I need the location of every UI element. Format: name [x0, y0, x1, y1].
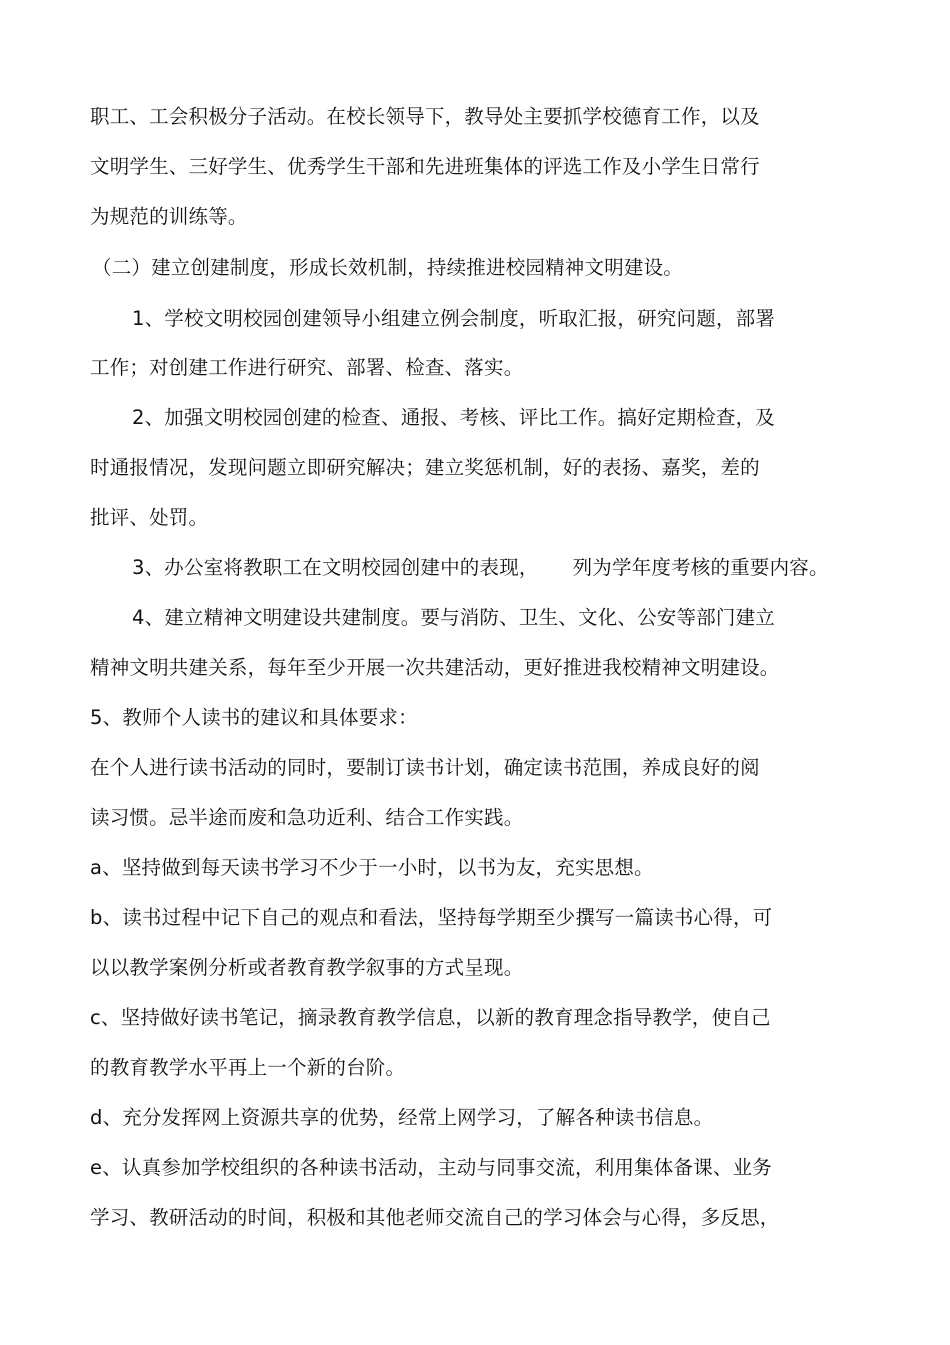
- list-item-1: 1、学校文明校园创建领导小组建立例会制度，听取汇报，研究问题，部署: [132, 307, 776, 330]
- list-item-a: a、坚持做到每天读书学习不少于一小时，以书为友，充实思想。: [90, 856, 654, 879]
- paragraph-line: 读习惯。忌半途而废和急功近利、结合工作实践。: [90, 806, 524, 829]
- paragraph-line: 时通报情况，发现问题立即研究解决；建立奖惩机制，好的表扬、嘉奖，差的: [90, 456, 760, 479]
- list-item-3: [132, 555, 829, 581]
- paragraph-line: 文明学生、三好学生、优秀学生干部和先进班集体的评选工作及小学生日常行: [90, 155, 760, 178]
- paragraph-line: 学习、教研活动的时间，积极和其他老师交流自己的学习体会与心得，多反思，: [90, 1206, 780, 1229]
- paragraph-line: 精神文明共建关系，每年至少开展一次共建活动，更好推进我校精神文明建设。: [90, 656, 780, 679]
- paragraph-line: 工作；对创建工作进行研究、部署、检查、落实。: [90, 356, 524, 379]
- paragraph-line: 职工、工会积极分子活动。在校长领导下，教导处主要抓学校德育工作，以及: [90, 105, 760, 128]
- section-heading: （二）建立创建制度，形成长效机制，持续推进校园精神文明建设。: [92, 256, 684, 279]
- list-item-d: d、充分发挥网上资源共享的优势，经常上网学习，了解各种读书信息。: [90, 1106, 714, 1129]
- paragraph-line: 以以教学案例分析或者教育教学叙事的方式呈现。: [90, 956, 524, 979]
- list-item-e: e、认真参加学校组织的各种读书活动，主动与同事交流，利用集体备课、业务: [90, 1156, 772, 1179]
- list-item-5: 5、教师个人读书的建议和具体要求：: [90, 706, 418, 729]
- list-item-b: b、读书过程中记下自己的观点和看法，坚持每学期至少撰写一篇读书心得，可: [90, 906, 773, 929]
- paragraph-line: 的教育教学水平再上一个新的台阶。: [90, 1056, 406, 1079]
- list-item-3-part-2: 列为学年度考核的重要内容。: [572, 556, 829, 579]
- paragraph-line: 在个人进行读书活动的同时，要制订读书计划，确定读书范围，养成良好的阅: [90, 756, 760, 779]
- list-item-2: 2、加强文明校园创建的检查、通报、考核、评比工作。搞好定期检查，及: [132, 406, 776, 429]
- paragraph-line: 为规范的训练等。: [90, 205, 248, 228]
- list-item-3-part-1: 3、办公室将教职工在文明校园创建中的表现，: [132, 556, 539, 579]
- list-item-4: 4、建立精神文明建设共建制度。要与消防、卫生、文化、公安等部门建立: [132, 606, 776, 629]
- list-item-c: c、坚持做好读书笔记，摘录教育教学信息，以新的教育理念指导教学，使自己: [90, 1006, 771, 1029]
- paragraph-line: 批评、处罚。: [90, 506, 209, 529]
